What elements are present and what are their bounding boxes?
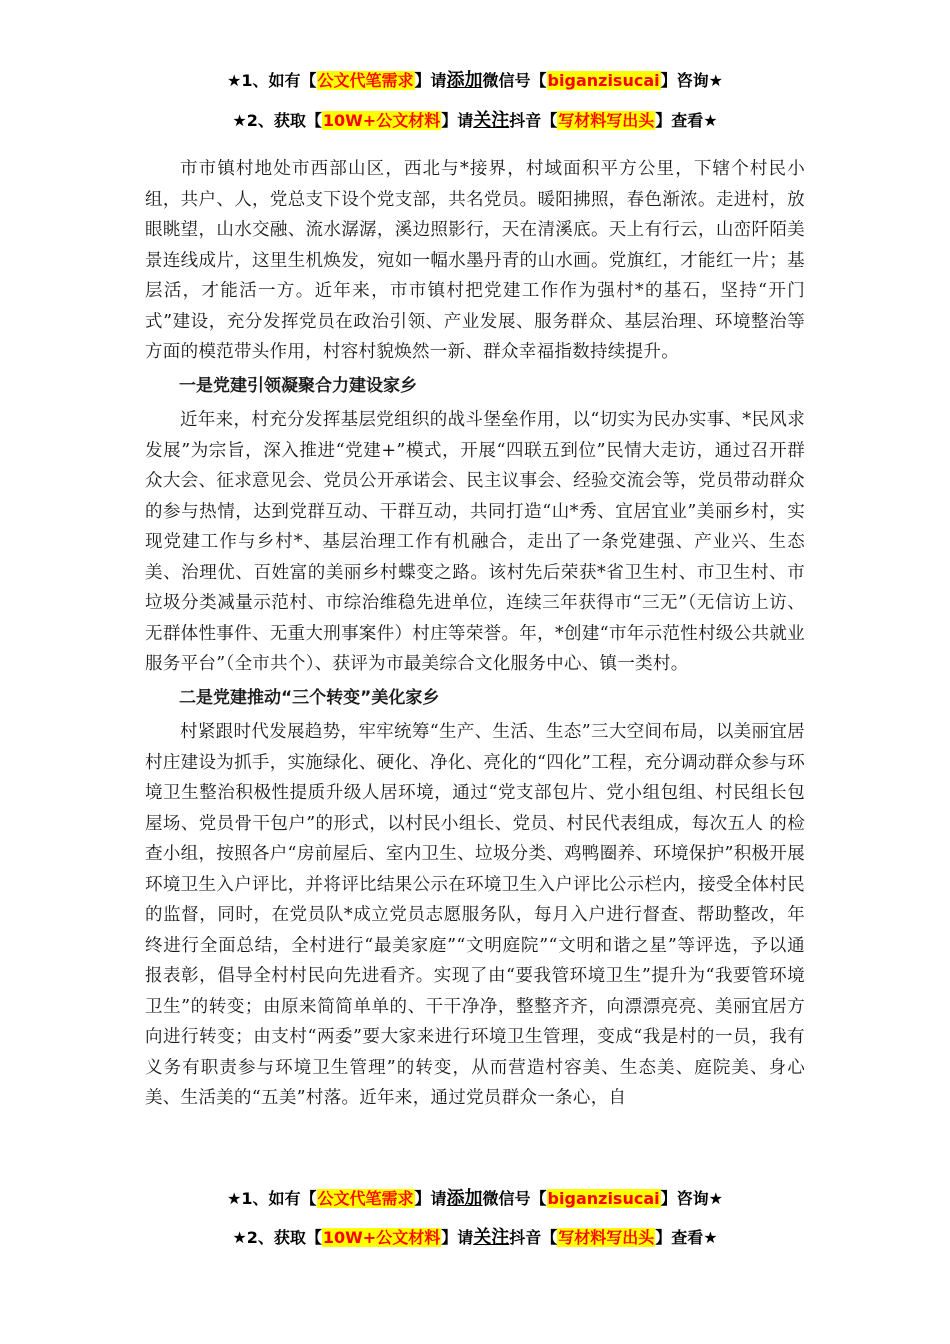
ad-emphasis: 添加 (446, 1188, 483, 1209)
ad-emphasis: 添加 (446, 70, 483, 91)
ad-text: 】咨询★ (660, 1189, 723, 1208)
section-paragraph-1: 近年来，村充分发挥基层党组织的战斗堡垒作用，以“切实为民办实事、*民风求发展”为宗旨，深入推进“党建+”模式，开展“四联五到位”民情大走访，通过召开群众大会、征求意见会、党员公开承诺会、民主议事会、经验交流会等，党员带动群众的参与热情，达到党群互动、干群互动，共同打造“山*秀、宜居宜业”美丽乡村，实现党建工作与乡村*、基层治理工作有机融合，走出了一条党建强、产业兴、生态美、治理优、百姓富的美丽乡村蝶变之路。该村先后荣获*省卫生村、市卫生村、市垃圾分类减量示范村、市综治维稳先进单位，连续三年获得市“三无”（无信访上访、无群体性事件、无重大刑事案件）村庄等荣誉。年，*创建“市年示范性村级公共就业服务平台”（全市共个）、获评为市最美综合文化服务中心、镇一类村。 (145, 410, 805, 674)
ad-highlight: 公文代笔需求 (317, 71, 414, 90)
ad-text: 抖音【 (509, 1228, 558, 1247)
ad-text: 】请 (441, 1228, 474, 1247)
ad-emphasis: 关注 (473, 1227, 510, 1248)
ad-emphasis: 关注 (473, 110, 510, 131)
ad-text: 】查看★ (655, 111, 718, 130)
intro-paragraph: 市市镇村地处市西部山区，西北与*接界，村域面积平方公里，下辖个村民小组，共户、人，党总支下设个党支部，共名党员。暖阳拂照，春色渐浓。走进村，放眼眺望，山水交融、流水潺潺，溪边照影行，天在清溪底。天上有行云，山峦阡陌美景连线成片，这里生机焕发，宛如一幅水墨丹青的山水画。党旗红，才能红一片；基层活，才能活一方。近年来，市市镇村把党建工作作为强村*的基石，坚持“开门式”建设，充分发挥党员在政治引领、产业发展、服务群众、基层治理、环境整治等方面的模范带头作用，村容村貌焕然一新、群众幸福指数持续提升。 (145, 159, 805, 362)
ad-text: 】请 (414, 71, 447, 90)
section-paragraph-2: 村紧跟时代发展趋势，牢牢统筹“生产、生活、生态”三大空间布局，以美丽宜居村庄建设为抓手，实施绿化、硬化、净化、亮化的“四化”工程，充分调动群众参与环境卫生整治积极性提质升级人居环境，通过“党支部包片、党小组包组、村民组长包屋场、党员骨干包户”的形式，以村民小组长、党员、村民代表组成，每次五人 的检查小组，按照各户“房前屋后、室内卫生、垃圾分类、鸡鸭圈养、环境保护”积极开展环境卫生入户评比，并将评比结果公示在环境卫生入户评比公示栏内，接受全体村民的监督，同时，在党员队*成立党员志愿服务队，每月入户进行督查、帮助整改，年终进行全面总结，全村进行“最美家庭”“文明庭院”“文明和谐之星”等评选，予以通报表彰，倡导全村村民向先进看齐。实现了由“要我管环境卫生”提升为“我要管环境卫生”的转变；由原来简简单单的、干干净净，整整齐齐，向漂漂亮亮、美丽宜居方向进行转变；由支村“两委”要大家来进行环境卫生管理，变成“我是村的一员，我有义务有职责参与环境卫生管理”的转变，从而营造村容美、生态美、庭院美、身心美、生活美的“五美”村落。近年来，通过党员群众一条心，自 (145, 722, 805, 1108)
ad-wechat-id: biganzisucai (547, 71, 660, 90)
section-heading-2: 二是党建推动“三个转变”美化家乡 (179, 687, 440, 708)
ad-highlight: 10W+公文材料 (322, 111, 441, 130)
ad-text: ★2、获取【 (232, 1228, 322, 1247)
article-body (145, 154, 805, 1114)
ad-text: 】请 (441, 111, 474, 130)
ad-douyin-id: 写材料写出头 (558, 1228, 655, 1247)
ad-highlight: 公文代笔需求 (317, 1189, 414, 1208)
ad-wechat-id: biganzisucai (547, 1189, 660, 1208)
ad-text: ★1、如有【 (227, 1189, 317, 1208)
ad-text: 微信号【 (482, 1189, 547, 1208)
top-ad-line-2 (0, 110, 950, 132)
section-heading-1: 一是党建引领凝聚合力建设家乡 (179, 375, 417, 396)
top-ad-line-1 (0, 70, 950, 92)
ad-text: ★1、如有【 (227, 71, 317, 90)
ad-text: 抖音【 (509, 111, 558, 130)
ad-text: 微信号【 (482, 71, 547, 90)
bottom-ad-line-1 (0, 1188, 950, 1210)
ad-text: 】查看★ (655, 1228, 718, 1247)
bottom-ad-line-2 (0, 1227, 950, 1249)
ad-text: 】请 (414, 1189, 447, 1208)
ad-highlight: 10W+公文材料 (322, 1228, 441, 1247)
ad-text: ★2、获取【 (232, 111, 322, 130)
ad-text: 】咨询★ (660, 71, 723, 90)
ad-douyin-id: 写材料写出头 (558, 111, 655, 130)
